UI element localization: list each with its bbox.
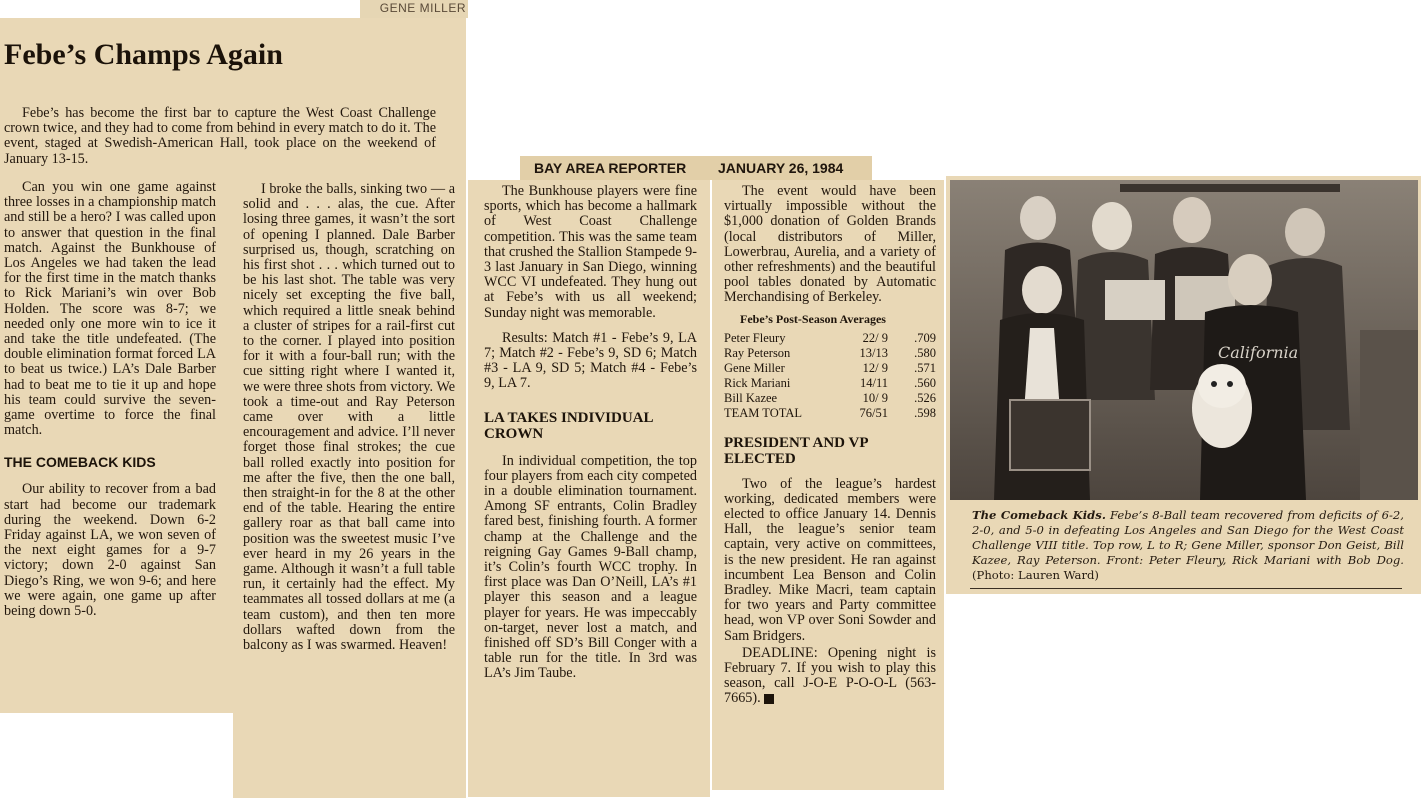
averages-row: [724, 346, 936, 361]
team-photo-illustration: [950, 180, 1418, 500]
averages-avg: .709: [914, 330, 936, 345]
averages-table: [724, 331, 936, 421]
la-individual-subhead: LA TAKES INDIVIDUAL CROWN: [484, 409, 653, 442]
comeback-kids-subhead: THE COMEBACK KIDS: [4, 454, 156, 471]
masthead: [520, 156, 872, 180]
intro-paragraph: Febe’s has become the first bar to capture the West Coast Challenge crown twice, and they had to come from behind in every match to do it. The event, staged at Swedish-American Hall, took place on the weekend of January 13-15.: [4, 105, 436, 167]
team-photo: [950, 180, 1418, 500]
averages-name: TEAM TOTAL: [724, 405, 803, 420]
caption-rule: [970, 588, 1402, 589]
averages-name: Ray Peterson: [724, 345, 791, 360]
caption-body: Febe’s 8-Ball team recovered from deficits of 6-2, 2-0, and 5-0 in defeating Los Angeles and San Diego for the West Coast Challenge VIII title. Top row, L to R; Gene Miller, sponsor Don Geist, Bill Kazee, Ray Peterson. Front: Peter Fleury, Rick Mariani with Bob Dog.: [972, 508, 1404, 567]
averages-record: 10/ 9: [862, 390, 888, 405]
col4-paragraph-2: Two of the league’s hardest working, dedicated members were elected to office January 14. Dennis Hall, the league’s senior team captain, very active on committees, is the new president. He ran against incumbent Lea Benson and Colin Bradley. Mike Macri, team captain for two years and Party committee head, won VP over Soni Sowder and Sam Bridgers.: [724, 475, 936, 644]
averages-avg: .526: [914, 390, 936, 405]
averages-name: Bill Kazee: [724, 390, 778, 405]
paper-name: BAY AREA REPORTER: [534, 160, 687, 176]
averages-row: [724, 406, 936, 421]
photo-credit: (Photo: Lauren Ward): [972, 568, 1099, 582]
column-4-content: [724, 184, 936, 707]
col3-results: Results: Match #1 - Febe’s 9, LA 7; Match #2 - Febe’s 9, SD 6; Match #3 - LA 9, SD 5; Match #4 - Febe’s 9, LA 7.: [484, 329, 697, 392]
headline: Febe’s Champs Again: [4, 38, 283, 71]
averages-title: Febe’s Post-Season Averages: [740, 311, 886, 326]
averages-avg: .571: [914, 360, 936, 375]
svg-text:California: California: [1218, 343, 1299, 362]
col2-paragraph-1: I broke the balls, sinking two — a solid and . . . alas, the cue. After losing three games, it wasn’t the sort of opening I planned. Dale Barber surprised us, though, scratching on his first shot . . . which turned out to be his last shot. The table was very nicely set excepting the five ball, which required a little sneak behind a cluster of stripes for a rail-first cut to the corner. I played into position for it with a four-ball run; with the cue sitting right where I wanted it, we were three shots from victory. We took a time-out and Ray Peterson came over with a little encouragement and advice. I’ll never forget those final strokes; the cue ball rolled exactly into position for me after the five, then the one ball, then straight-in for the 8 at the other end of the table. Hearing the entire gallery roar as that ball came into position was the sweetest music I’ve ever heard in my 26 years in the game. Although it wasn’t a full table run, it certainly had the effect. My teammates all tossed dollars at me (a team custom), and then ten more dollars wafted down from the balcony as I was swarmed. Heaven!: [243, 181, 455, 654]
averages-record: 22/ 9: [862, 330, 888, 345]
deadline-text: DEADLINE: Opening night is February 7. If you wish to play this season, call J-O-E P-O-O-L (563-7665).: [724, 644, 936, 707]
averages-record: 76/51: [859, 405, 888, 420]
averages-avg: .598: [914, 405, 936, 420]
caption-text: [972, 508, 1404, 583]
byline: GENE MILLER: [360, 0, 468, 18]
averages-row: [724, 331, 936, 346]
photo-caption: [972, 508, 1404, 583]
averages-name: Gene Miller: [724, 360, 785, 375]
col1-paragraph-1: Can you win one game against three losses in a championship match and still be a hero? I was called upon to answer that question in the final match. Against the Bunkhouse of Los Angeles we had taken the lead for the first time in the match thanks to Rick Mariani’s win over Bob Holden. The score was 8-7; we needed only one more win to ice it and take the title undefeated. (The double elimination format forced LA to beat us twice.) LA’s Dale Barber had to beat me to tie it up and hope his team could survive the seven-game overtime to force the final match.: [4, 179, 216, 439]
averages-name: Rick Mariani: [724, 375, 791, 390]
col1-paragraph-2: Our ability to recover from a bad start had become our trademark during the weekend. Down 6-2 Friday against LA, we won seven of the next eight games for a 9-7 victory; down 2-0 against San Diego’s Ring, we won 9-6; and here we were again, one game up after being down 5-0.: [4, 481, 216, 620]
averages-avg: .580: [914, 345, 936, 360]
averages-record: 13/13: [859, 345, 888, 360]
headline-clipping-strip: [0, 0, 360, 18]
col3-paragraph-3: In individual competition, the top four players from each city competed in a double elimination tournament. Among SF entrants, Colin Bradley fared best, finishing fourth. A former champ at the Challenge and the reigning Gay Games 9-Ball champ, it’s Colin’s fourth WCC trophy. In first place was Dan O’Neill, LA’s #1 player this season and a league player for years. He was impeccably on-target, never lost a match, and finished off SD’s Bill Conger with a table run for the title. In 3rd was LA’s Jim Taube.: [484, 452, 697, 682]
column-1-content: [4, 180, 216, 619]
averages-record: 12/ 9: [862, 360, 888, 375]
end-mark-icon: [764, 694, 774, 704]
averages-record: 14/11: [859, 375, 888, 390]
col4-paragraph-1: The event would have been virtually impossible without the $1,000 donation of Golden Brands (local distributors of Miller, Lowerbrau, Aurelia, and a variety of other refreshments) and the beautiful pool tables donated by Automatic Merchandising of Berkeley.: [724, 183, 936, 306]
caption-lead: The Comeback Kids.: [972, 508, 1106, 522]
averages-avg: .560: [914, 375, 936, 390]
averages-row: [724, 361, 936, 376]
averages-name: Peter Fleury: [724, 330, 786, 345]
averages-row: [724, 391, 936, 406]
col4-deadline: [724, 646, 936, 707]
president-vp-subhead: PRESIDENT AND VP ELECTED: [724, 434, 868, 467]
column-2-content: [243, 182, 455, 653]
col3-paragraph-1: The Bunkhouse players were fine sports, which has become a hallmark of West Coast Challenge competition. This was the same team that crushed the Stallion Stampede 9-3 last January in San Diego, winning WCC VI undefeated. They hung out at Febe’s with us all weekend; Sunday night was memorable.: [484, 183, 697, 321]
column-3-content: [484, 184, 697, 682]
averages-row: [724, 376, 936, 391]
issue-date: JANUARY 26, 1984: [718, 160, 844, 176]
